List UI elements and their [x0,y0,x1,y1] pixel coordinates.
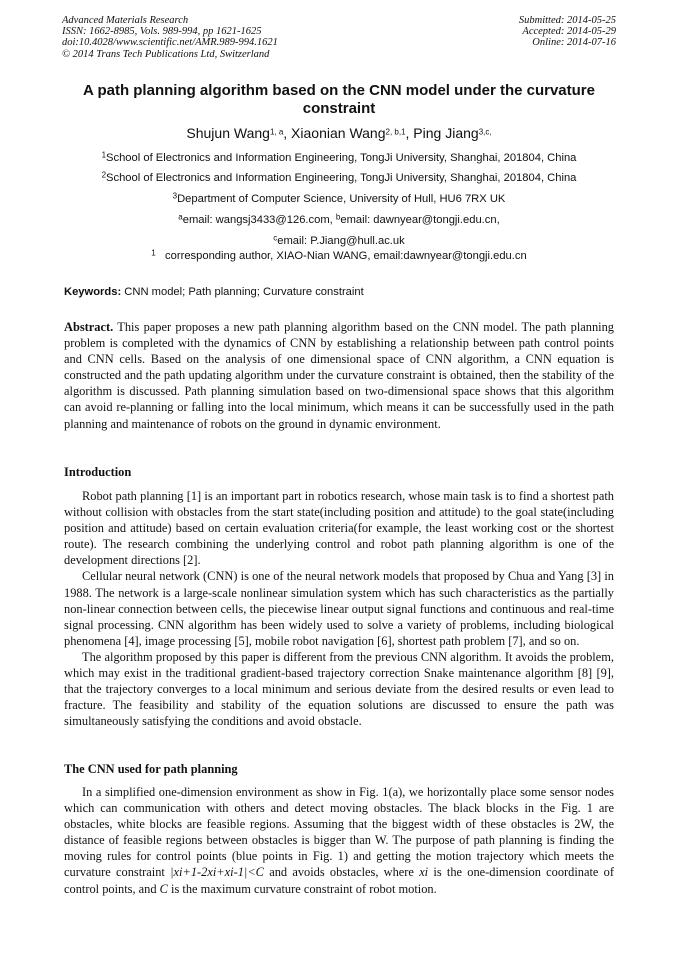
email-ab-line [30,213,648,227]
affiliation-2-text: School of Electronics and Information Engineering, TongJi University, Shanghai, 201804, China [106,172,577,184]
corresponding-author-line [30,249,648,263]
author-3: , Ping Jiang [405,125,479,141]
affiliation-1 [30,151,648,165]
author-1-sup: 1, a [269,127,284,137]
author-2-sup: 2, b,1 [385,127,406,137]
affiliation-2-sup: 2 [101,170,107,180]
keywords-label: Keywords: [64,286,122,298]
abstract-label: Abstract. [64,320,114,334]
affiliation-1-sup: 1 [101,150,107,160]
email-b: email: dawnyear@tongji.edu.cn, [340,214,500,226]
cnn-text-start: In a simplified one-dimension environment as show in Fig. 1(a), we horizontally place some sensor nodes which can communication with others and detect moving obstacles. The black blocks in the Fig. 1 are obstacles, white blocks are feasible regions. Assuming that the biggest width of these obstacles is 2W, the distance of feasible regions between obstacles is bigger than W. The purpose of path planning is finding the moving rules for control points (blue points in Fig. 1) and getting the motion trajectory which meets the curvature constraint [64,785,614,880]
intro-paragraph-3: The algorithm proposed by this paper is different from the previous CNN algorithm. It avoids the problem, which may exist in the traditional gradient-based trajectory correction Snake maintenance algorithm [8] [9], that the trajectory converges to a local minimum and serious deviate from the desired results or even lead to fracture. The feasibility and stability of the equation solutions are discussed to ensure the path was simultaneously satisfying the conditions and avoid obstacle. [64,649,614,729]
affiliation-3-text: Department of Computer Science, University of Hull, HU6 7RX UK [177,193,506,205]
abstract [64,319,614,432]
journal-name: Advanced Materials Research [62,15,189,26]
cnn-text-mid2: is the one-dimension coordinate of control points, and [64,865,614,896]
affiliation-3-sup: 3 [172,191,178,201]
doi-line: doi:10.4028/www.scientific.net/AMR.989-994.1621 [62,37,278,49]
cnn-section-heading: The CNN used for path planning [64,762,238,776]
email-c-line [30,234,648,248]
accepted-date: Accepted: 2014-05-29 [522,26,616,38]
title-line-1: A path planning algorithm based on the CNN model under the curvature [83,82,595,99]
author-list [40,124,638,142]
variable-c: C [159,881,168,896]
issn-line: ISSN: 1662-8985, Vols. 989-994, pp 1621-1625 [62,26,262,38]
online-date: Online: 2014-07-16 [532,37,616,49]
affiliation-2 [30,171,648,185]
affiliation-1-text: School of Electronics and Information Engineering, TongJi University, Shanghai, 201804, China [106,152,577,164]
affiliation-3 [30,192,648,206]
cnn-text-mid: and avoids obstacles, where [263,865,420,880]
title-line-2: constraint [302,100,376,117]
header-right [519,15,616,49]
intro-paragraph-1: Robot path planning [1] is an important part in robotics research, whose main task is to find a shortest path without collision with obstacles from the start state(including position and attitude) to the goal state(including position and attitude) based on certain evaluation criteria(for example, the least working cost or the shortest route). The research combining the underlying control and robot path planning algorithm is one of the development directions [2]. [64,489,614,568]
copyright-line: © 2014 Trans Tech Publications Ltd, Switzerland [62,48,270,60]
email-c: email: P.Jiang@hull.ac.uk [277,235,405,247]
submitted-date: Submitted: 2014-05-25 [518,15,616,26]
corresponding-author: corresponding author, XIAO-Nian WANG, email:dawnyear@tongji.edu.cn [165,250,527,262]
intro-paragraph-2: Cellular neural network (CNN) is one of the neural network models that proposed by Chua and Yang [3] in 1988. The network is a large-scale nonlinear simulation system which has such characteristics as the partially non-linear connection between cells, the piecewise linear output signal functions and continuous and real-time signal processing. CNN algorithm has been widely used to solve a variety of problems, including biological phenomena [4], image processing [5], mobile robot navigation [6], shortest path problem [7], and so on. [64,569,614,648]
paper-title [40,82,638,118]
introduction-body [64,488,614,729]
keywords [64,286,364,298]
author-2: , Xiaonian Wang [283,125,386,141]
header-left [62,15,278,60]
email-b-sup: b [335,212,341,222]
corresponding-sup: 1 [151,248,156,258]
variable-x: xi [419,865,429,880]
email-a-sup: a [178,212,183,222]
keywords-text: CNN model; Path planning; Curvature constraint [121,286,364,298]
curvature-formula: |xi+1-2xi+xi-1|<C [170,865,264,880]
cnn-text-end: is the maximum curvature constraint of robot motion. [167,881,437,896]
abstract-text: This paper proposes a new path planning algorithm based on the CNN model. The path planning problem is completed with the dynamics of CNN by establishing a relationship between path control points and CNN cells. Based on the analysis of one dimensional space of CNN algorithm, a CNN equation is constructed and the path updating algorithm under the curvature constraint is obtained, then the stability of the algorithm is discussed. Path planning simulation based on two-dimensional space shows that this algorithm can avoid re-planning or falling into the local minimum, which means it can be successfully used in the path planning and maintenance of robots on the ground in dynamic environment. [64,320,614,431]
email-a: email: wangsj3433@126.com, [182,214,336,226]
author-1: Shujun Wang [186,125,270,141]
email-c-sup: c [273,233,278,243]
cnn-section-body [64,784,614,897]
cnn-paragraph-1 [64,784,614,897]
introduction-heading: Introduction [64,465,132,479]
author-3-sup: 3,c, [478,127,492,137]
